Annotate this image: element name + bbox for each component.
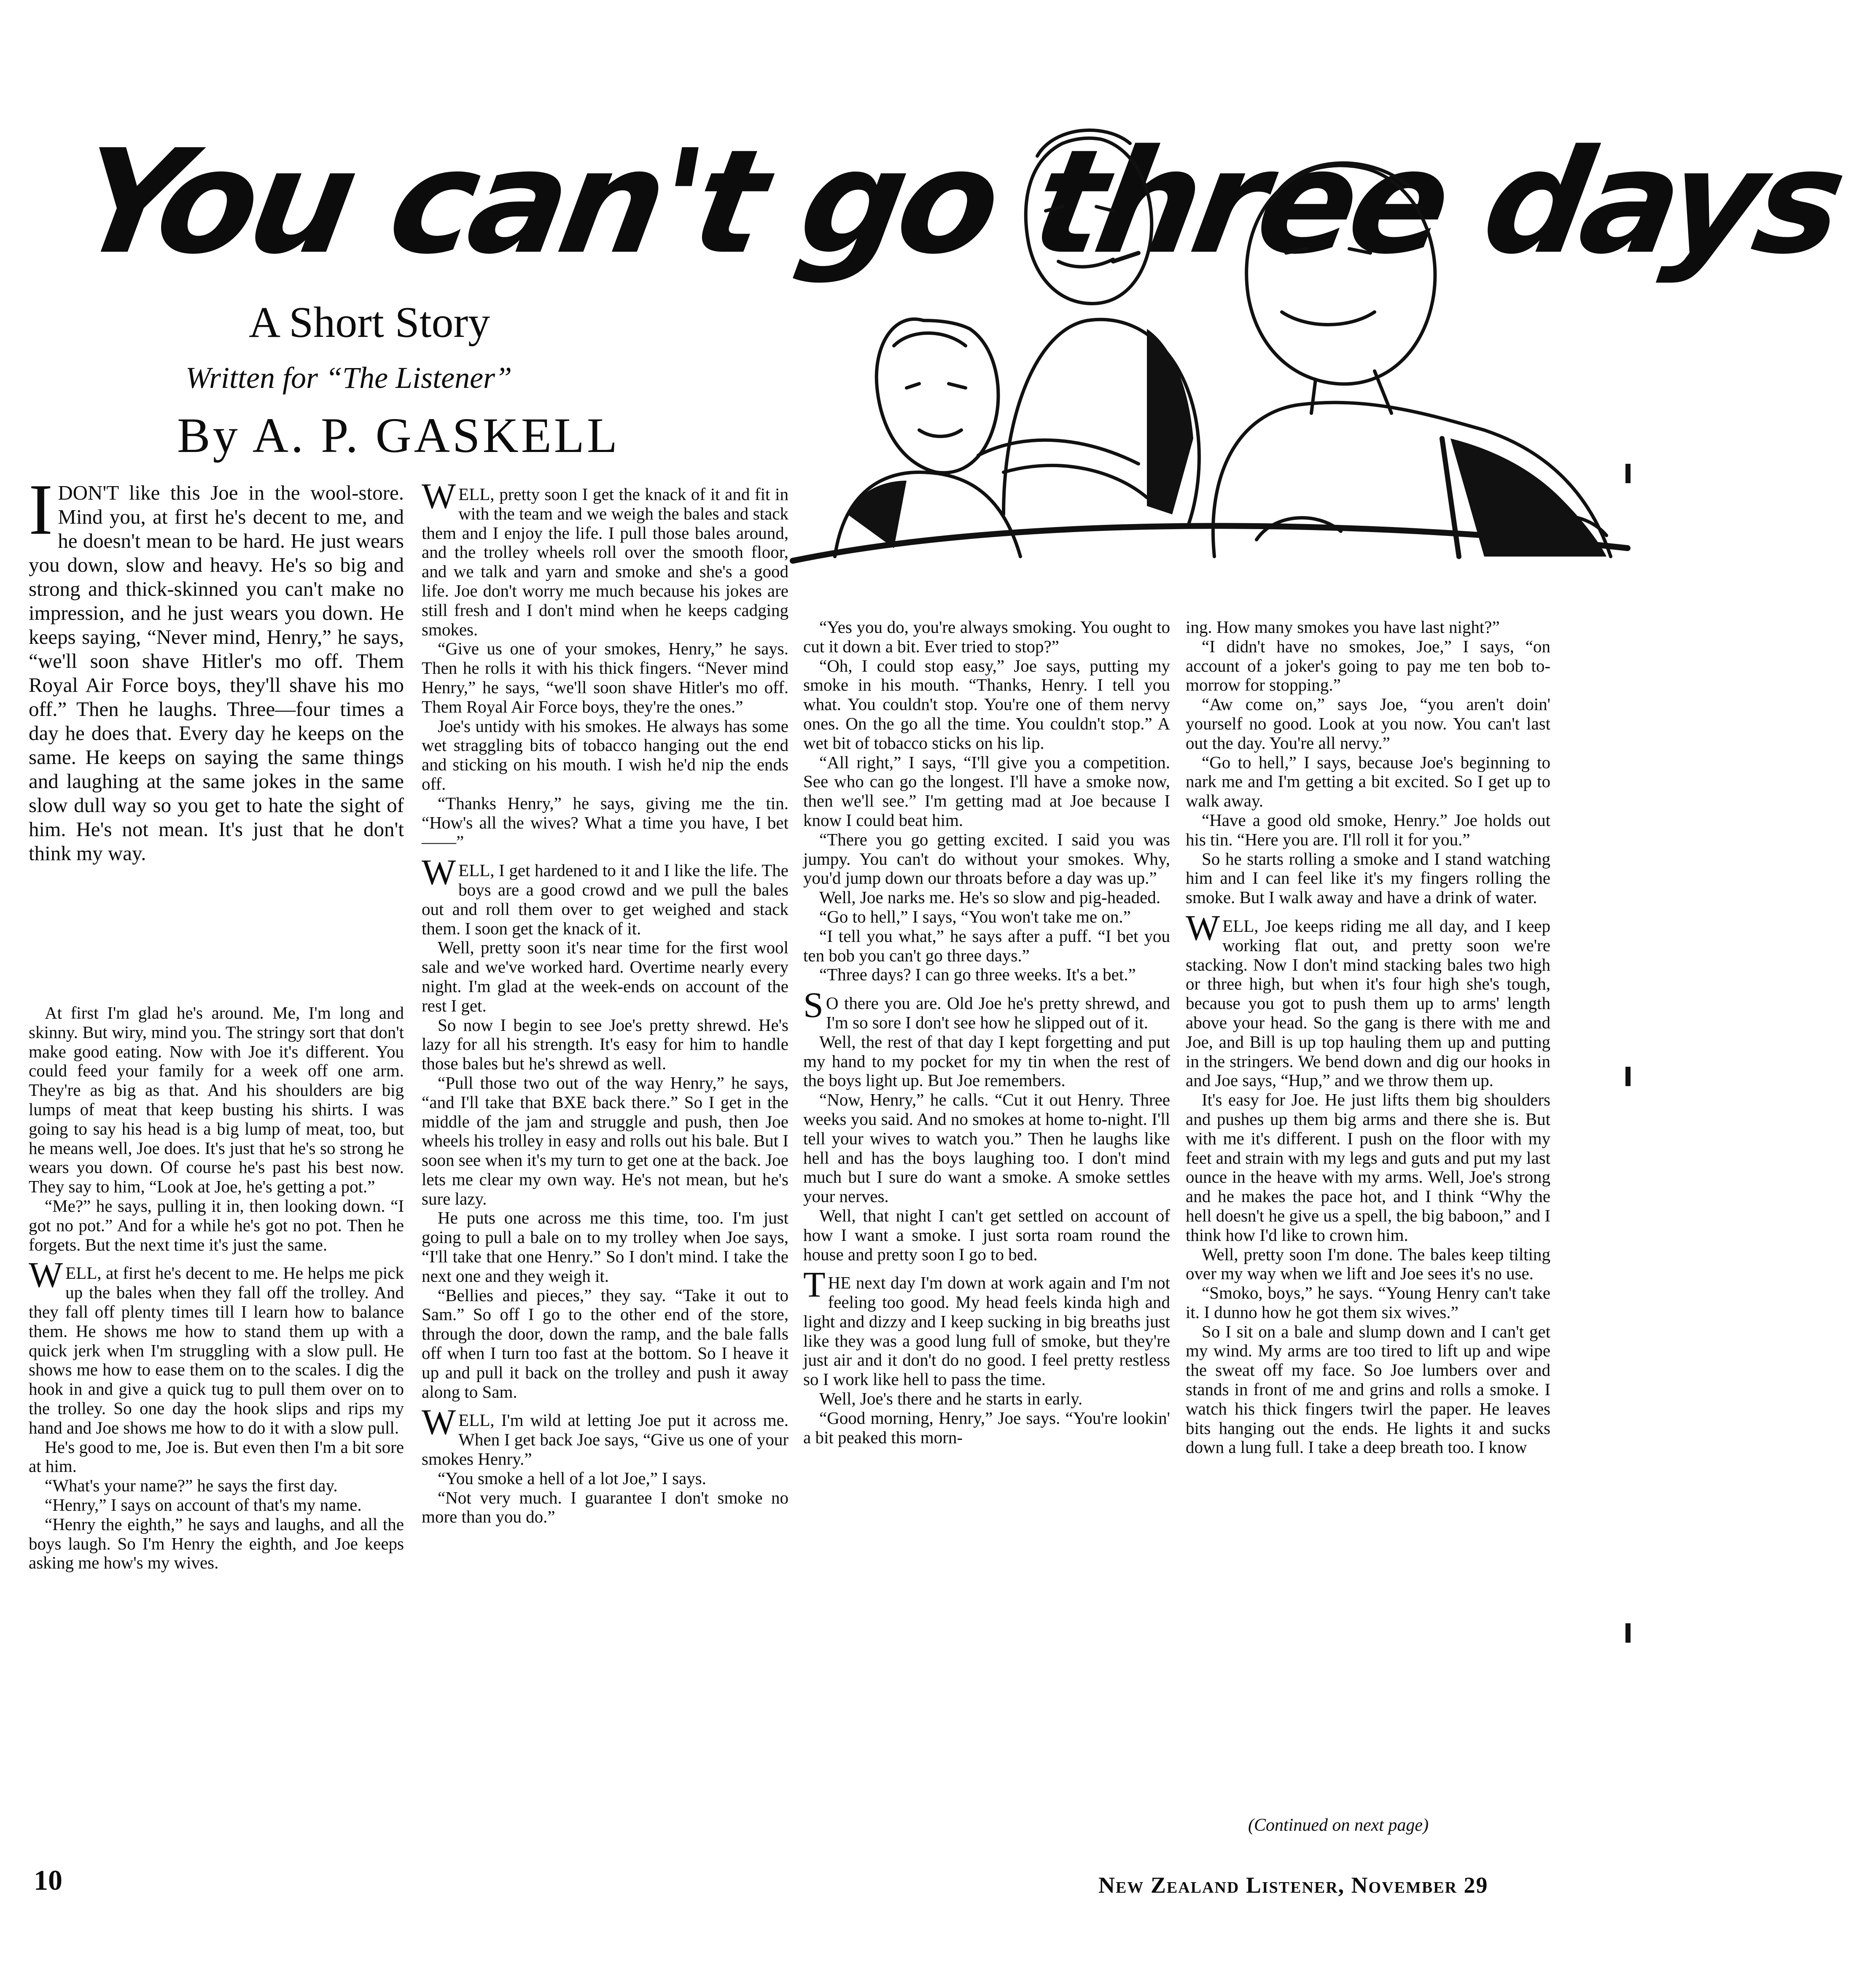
paragraph: “Now, Henry,” he calls. “Cut it out Henry. Three weeks you said. And no smokes at home to-night. I'll tell your wives to watch you.” Then he laughs like hell and has the boys laughing too. I don't mind much but I sure do want a smoke. A smoke settles your nerves. [803,1090,1170,1206]
paragraph: So now I begin to see Joe's pretty shrewd. He's lazy for all his strength. It's easy for him to handle those bales but he's shrewd as well. [422,1015,788,1073]
cartoon-illustration [767,93,1632,607]
lead-drop-cap: I [29,470,53,550]
section-paragraph: SO there you are. Old Joe he's pretty shrewd, and I'm so sore I don't see how he slipped out of it. [803,985,1170,1032]
paragraph: So I sit on a bale and slump down and I can't get my wind. My arms are too tired to lift up and wipe the sweat off my face. So Joe lumbers over and stands in front of me and grins and rolls a smoke. I watch his thick fingers twirl the paper. He leaves bits hanging out the ends. He lights it and sucks down a lung full. I take a deep breath too. I know [1186,1321,1550,1457]
paragraph: Well, the rest of that day I kept forgetting and put my hand to my pocket for my tin when the rest of the boys light up. But Joe remembers. [803,1032,1170,1090]
edge-mark [1625,1067,1631,1086]
column-3 [803,618,1170,1447]
paragraph: “Have a good old smoke, Henry.” Joe holds out his tin. “Here you are. I'll roll it for you.” [1186,810,1550,849]
paragraph: “Henry,” I says on account of that's my name. [45,1495,362,1515]
paragraph: Well, pretty soon it's near time for the first wool sale and we've worked hard. Overtime nearly every night. I'm glad at the week-ends on account of the rest I get. [422,938,788,1015]
paragraph: “Pull those two out of the way Henry,” he says, “and I'll take that BXE back there.” So I get in the middle of the jam and struggle and push, then Joe wheels his trolley in easy and rolls out his bale. But I soon see when it's my turn to get one at the back. Joe lets me clear my own way. He's not mean, but he's sure lazy. [422,1073,788,1208]
headline: You can't go three days [65,119,1852,286]
paragraph: ing. How many smokes you have last night?” [1186,617,1500,637]
lead-paragraph [29,470,404,865]
paragraph: Well, pretty soon I'm done. The bales keep tilting over my way when we lift and Joe sees it's no use. [1186,1244,1550,1283]
column-1 [29,1003,404,1573]
section-paragraph: WELL, at first he's decent to me. He helps me pick up the bales when they fall off the trolley. And they fall off plenty times till I learn how to balance them. He shows me how to stand them up with a quick jerk when I'm struggling with a slow pull. He shows me how to ease them on to the scales. I dig the hook in and give a quick tug to pull them over on to the trolley. So one day the hook slips and rips my hand and Joe shows me how to do it with a slow pull. [29,1254,404,1437]
paragraph: “Aw come on,” says Joe, “you aren't doin' yourself no good. Look at you now. You can't last out the day. You're all nervy.” [1186,694,1550,753]
paragraph: So he starts rolling a smoke and I stand watching him and I can feel like it's my fingers rolling the smoke. But I walk away and have a drink of water. [1186,849,1550,907]
paragraph: “I tell you what,” he says after a puff. “I bet you ten bob you can't go three days.” [803,926,1170,965]
paragraph: “You smoke a hell of a lot Joe,” I says. [438,1468,706,1488]
byline: By A. P. GASKELL [177,408,620,463]
paragraph: “Me?” he says, pulling it in, then looking down. “I got no pot.” And for a while he's got no pot. Then he forgets. But the next time it's just the same. [29,1196,404,1254]
paragraph: He puts one across me this time, too. I'm just going to pull a bale on to my trolley when Joe says, “I'll take that one Henry.” So I don't mind. I take the next one and they weigh it. [422,1208,788,1286]
paragraph: He's good to me, Joe is. But even then I'm a bit sore at him. [29,1437,404,1476]
paragraph: “Give us one of your smokes, Henry,” he says. Then he rolls it with his thick fingers. “Never mind Henry,” he says, “we'll soon shave Hitler's mo off. Them Royal Air Force boys, they're the ones.” [422,639,788,716]
column-4 [1186,618,1550,1457]
paragraph: Joe's untidy with his smokes. He always has some wet straggling bits of tobacco hanging out the end and sticking on his mouth. I wish he'd nip the ends off. [422,716,788,794]
footer-masthead: New Zealand Listener, November 29 [1098,1872,1488,1898]
paragraph: “Yes you do, you're always smoking. You ought to cut it down a bit. Ever tried to stop?” [803,617,1170,656]
paragraph: “I didn't have no smokes, Joe,” I says, “on account of a joker's going to pay me ten bob to-morrow for stopping.” [1186,636,1550,695]
paragraph: At first I'm glad he's around. Me, I'm long and skinny. But wiry, mind you. The stringy sort that don't make good eating. Now with Joe it's different. You could feed your family for a week off one arm. They're as big as that. And his shoulders are big lumps of meat that keep busting his shirts. I was going to say his head is a big lump of meat, too, but he means well, Joe does. It's just that he's so strong he wears you down. Of course he's past his best now. They say to him, “Look at Joe, he's getting a pot.” [29,1003,404,1197]
edge-mark [1625,1623,1631,1643]
paragraph: It's easy for Joe. He just lifts them big shoulders and pushes up them big arms and there she is. But with me it's different. I push on the floor with my feet and strain with my legs and guts and put my last ounce in the heave with my arms. Well, Joe's strong and he makes the pace hot, and I think “Why the hell doesn't he give us a spell, the big baboon,” and I think how I'd like to crown him. [1186,1090,1550,1245]
paragraph: “What's your name?” he says the first day. [45,1476,338,1496]
paragraph: “Good morning, Henry,” Joe says. “You're lookin' a bit peaked this morn- [803,1408,1170,1447]
paragraph: “Oh, I could stop easy,” Joe says, putting my smoke in his mouth. “Thanks, Henry. I tell you what. You couldn't stop. You're one of them nervy ones. On the go all the time. You couldn't stop.” A wet bit of tobacco sticks on his lip. [803,656,1170,753]
written-for-line: Written for “The Listener” [186,361,512,395]
lead-text: DON'T like this Joe in the wool-store. Mind you, at first he's decent to me, and he doesn't mean to be hard. He just wears you down, slow and heavy. He's so big and strong and thick-skinned you can't make no impression, and he just wears you down. He keeps saying, “Never mind, Henry,” he says, “we'll soon shave Hitler's mo off. Them Royal Air Force boys, they'll shave his mo off.” Then he laughs. Three—four times a day he does that. Every day he keeps on the same. He keeps on saying the same things and laughing at the same jokes in the same slow dull way so you get to hate the sight of him. He's not mean. It's just that he don't think my way. [29,481,404,865]
column-2 [422,476,788,1527]
paragraph: “Thanks Henry,” he says, giving me the tin. “How's all the wives? What a time you have, I bet ——” [422,793,788,852]
paragraph: “Go to hell,” I says, “You won't take me on.” [819,907,1131,926]
continued-note: (Continued on next page) [1248,1816,1429,1835]
paragraph: Well, Joe narks me. He's so slow and pig-headed. [819,888,1161,907]
paragraph: Well, that night I can't get settled on account of how I want a smoke. I just sorta roam round the house and pretty soon I go to bed. [803,1205,1170,1264]
paragraph: “All right,” I says, “I'll give you a competition. See who can go the longest. I'll have a smoke now, then we'll see.” I'm getting mad at Joe because I know I could beat him. [803,752,1170,830]
paragraph: “Henry the eighth,” he says and laughs, and all the boys laugh. So I'm Henry the eighth, and Joe keeps asking me how's my wives. [29,1514,404,1573]
subtitle: A Short Story [249,298,490,347]
page-number: 10 [34,1864,62,1896]
section-paragraph: WELL, pretty soon I get the knack of it and fit in with the team and we weigh the bales and stack them and I enjoy the life. I pull those bales around, and the trolley wheels roll over the smooth floor, and we talk and yarn and smoke and she's a good life. Joe don't worry me much because his jokes are still fresh and I don't mind when he keeps cadging smokes. [422,476,788,639]
paragraph: Well, Joe's there and he starts in early. [819,1389,1083,1409]
section-paragraph: WELL, I'm wild at letting Joe put it across me. When I get back Joe says, “Give us one of your smokes Henry.” [422,1402,788,1469]
section-paragraph: THE next day I'm down at work again and I'm not feeling too good. My head feels kinda high and light and dizzy and I keep sucking in big breaths just like they was a good lung full of smoke, but they're just air and it don't do no good. I feel pretty restless so I work like hell to pass the time. [803,1264,1170,1389]
paragraph: “Bellies and pieces,” they say. “Take it out to Sam.” So off I go to the other end of the store, through the door, down the ramp, and the bale falls off when I turn too fast at the bottom. So I heave it up and pull it back on the trolley and push it away along to Sam. [422,1285,788,1402]
section-paragraph: WELL, I get hardened to it and I like the life. The boys are a good crowd and we pull the bales out and roll them over to get weighed and stack them. I soon get the knack of it. [422,852,788,938]
paragraph: “Not very much. I guarantee I don't smoke no more than you do.” [422,1488,788,1527]
paragraph: “Three days? I can go three weeks. It's a bet.” [819,965,1136,985]
paragraph: “Smoko, boys,” he says. “Young Henry can't take it. I dunno how he got them six wives.” [1186,1283,1550,1322]
paragraph: “There you go getting excited. I said you was jumpy. You can't do without your smokes. Why, you'd jump down our throats before a day was up.” [803,829,1170,888]
paragraph: “Go to hell,” I says, because Joe's beginning to nark me and I'm getting a bit excited. So I get up to walk away. [1186,752,1550,811]
section-paragraph: WELL, Joe keeps riding me all day, and I keep working flat out, and pretty soon we're stacking. Now I don't mind stacking bales two high or three high, but when it's four high she's tough, because you got to push them up to arms' length above your head. So the gang is there with me and Joe, and Bill is up top hauling them up and putting in the stringers. We bend down and dig our hooks in and Joe says, “Hup,” and we throw them up. [1186,907,1550,1090]
edge-mark [1625,464,1631,483]
